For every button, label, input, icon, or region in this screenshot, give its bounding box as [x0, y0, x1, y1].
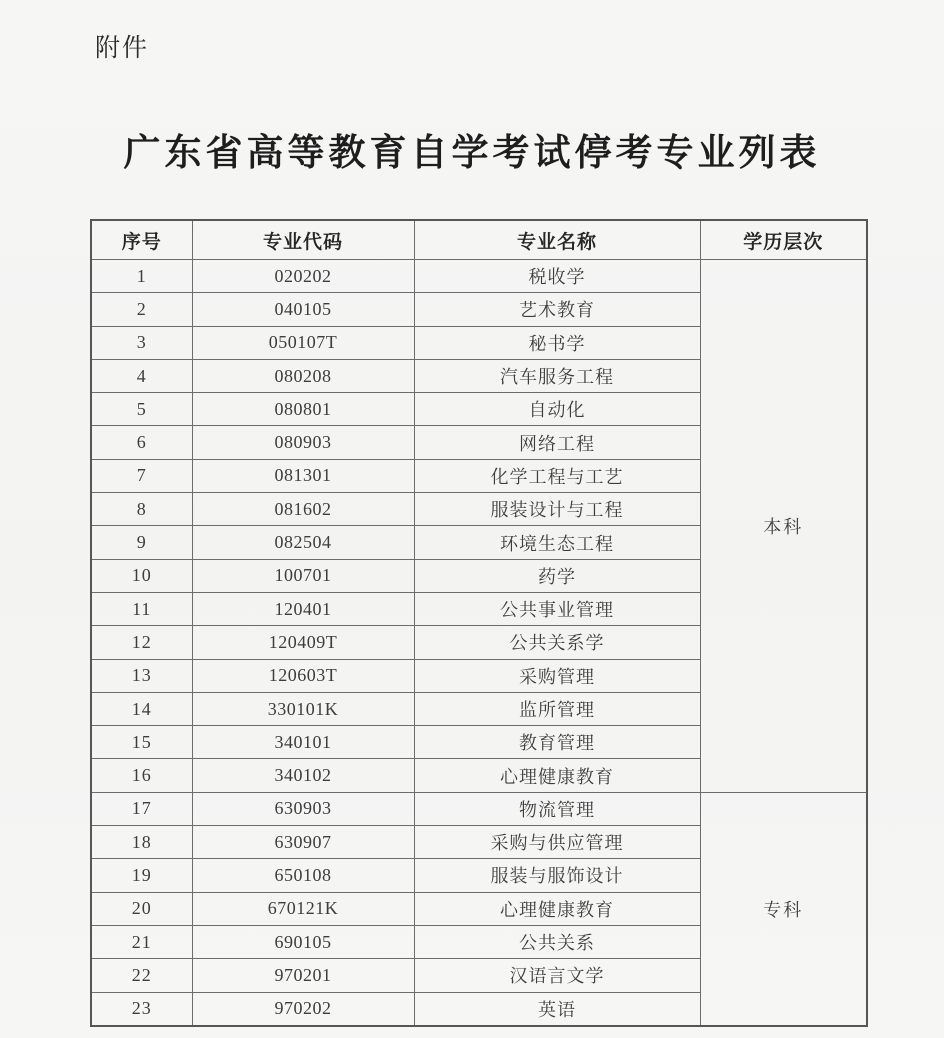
table-header-row [91, 220, 867, 260]
row-number-cell: 21 [91, 925, 192, 958]
major-name-cell: 英语 [414, 992, 700, 1026]
major-name-cell: 艺术教育 [414, 293, 700, 326]
header-major-name: 专业名称 [414, 220, 700, 260]
major-name-cell: 自动化 [414, 393, 700, 426]
major-code-cell: 970201 [192, 959, 414, 992]
major-name-cell: 网络工程 [414, 426, 700, 459]
major-code-cell: 690105 [192, 925, 414, 958]
major-name-cell: 化学工程与工艺 [414, 459, 700, 492]
row-number-cell: 1 [91, 260, 192, 293]
major-code-cell: 080208 [192, 359, 414, 392]
row-number-cell: 15 [91, 726, 192, 759]
major-name-cell: 公共关系 [414, 925, 700, 958]
major-code-cell: 340102 [192, 759, 414, 792]
row-number-cell: 8 [91, 493, 192, 526]
row-number-cell: 5 [91, 393, 192, 426]
major-name-cell: 税收学 [414, 260, 700, 293]
table-row [91, 792, 867, 825]
education-level-cell: 专科 [700, 792, 867, 1026]
row-number-cell: 13 [91, 659, 192, 692]
major-name-cell: 采购与供应管理 [414, 826, 700, 859]
major-name-cell: 药学 [414, 559, 700, 592]
row-number-cell: 12 [91, 626, 192, 659]
table-body [91, 260, 867, 1026]
major-code-cell: 120401 [192, 592, 414, 625]
major-name-cell: 心理健康教育 [414, 759, 700, 792]
major-code-cell: 330101K [192, 692, 414, 725]
major-code-cell: 650108 [192, 859, 414, 892]
row-number-cell: 17 [91, 792, 192, 825]
major-name-cell: 环境生态工程 [414, 526, 700, 559]
row-number-cell: 22 [91, 959, 192, 992]
attachment-label: 附件 [95, 34, 150, 62]
row-number-cell: 10 [91, 559, 192, 592]
major-name-cell: 公共事业管理 [414, 592, 700, 625]
row-number-cell: 3 [91, 326, 192, 359]
education-level-cell: 本科 [700, 260, 867, 793]
major-code-cell: 040105 [192, 293, 414, 326]
suspended-majors-table [90, 219, 868, 1027]
row-number-cell: 9 [91, 526, 192, 559]
row-number-cell: 14 [91, 692, 192, 725]
major-code-cell: 082504 [192, 526, 414, 559]
major-code-cell: 080801 [192, 393, 414, 426]
major-name-cell: 服装设计与工程 [414, 493, 700, 526]
page-title: 广东省高等教育自学考试停考专业列表 [123, 133, 821, 174]
major-code-cell: 050107T [192, 326, 414, 359]
major-name-cell: 教育管理 [414, 726, 700, 759]
major-code-cell: 630907 [192, 826, 414, 859]
major-name-cell: 公共关系学 [414, 626, 700, 659]
major-name-cell: 监所管理 [414, 692, 700, 725]
major-name-cell: 服装与服饰设计 [414, 859, 700, 892]
row-number-cell: 16 [91, 759, 192, 792]
major-code-cell: 120603T [192, 659, 414, 692]
major-name-cell: 心理健康教育 [414, 892, 700, 925]
table-row [91, 260, 867, 293]
major-code-cell: 020202 [192, 260, 414, 293]
row-number-cell: 2 [91, 293, 192, 326]
row-number-cell: 4 [91, 359, 192, 392]
header-education-level: 学历层次 [700, 220, 867, 260]
row-number-cell: 6 [91, 426, 192, 459]
row-number-cell: 7 [91, 459, 192, 492]
major-name-cell: 物流管理 [414, 792, 700, 825]
major-code-cell: 340101 [192, 726, 414, 759]
major-code-cell: 081301 [192, 459, 414, 492]
major-name-cell: 秘书学 [414, 326, 700, 359]
major-code-cell: 100701 [192, 559, 414, 592]
row-number-cell: 23 [91, 992, 192, 1026]
header-major-code: 专业代码 [192, 220, 414, 260]
major-name-cell: 汽车服务工程 [414, 359, 700, 392]
row-number-cell: 19 [91, 859, 192, 892]
header-serial-number: 序号 [91, 220, 192, 260]
major-name-cell: 汉语言文学 [414, 959, 700, 992]
major-code-cell: 670121K [192, 892, 414, 925]
major-code-cell: 081602 [192, 493, 414, 526]
major-code-cell: 080903 [192, 426, 414, 459]
row-number-cell: 18 [91, 826, 192, 859]
major-code-cell: 970202 [192, 992, 414, 1026]
row-number-cell: 20 [91, 892, 192, 925]
major-code-cell: 630903 [192, 792, 414, 825]
major-code-cell: 120409T [192, 626, 414, 659]
row-number-cell: 11 [91, 592, 192, 625]
major-name-cell: 采购管理 [414, 659, 700, 692]
